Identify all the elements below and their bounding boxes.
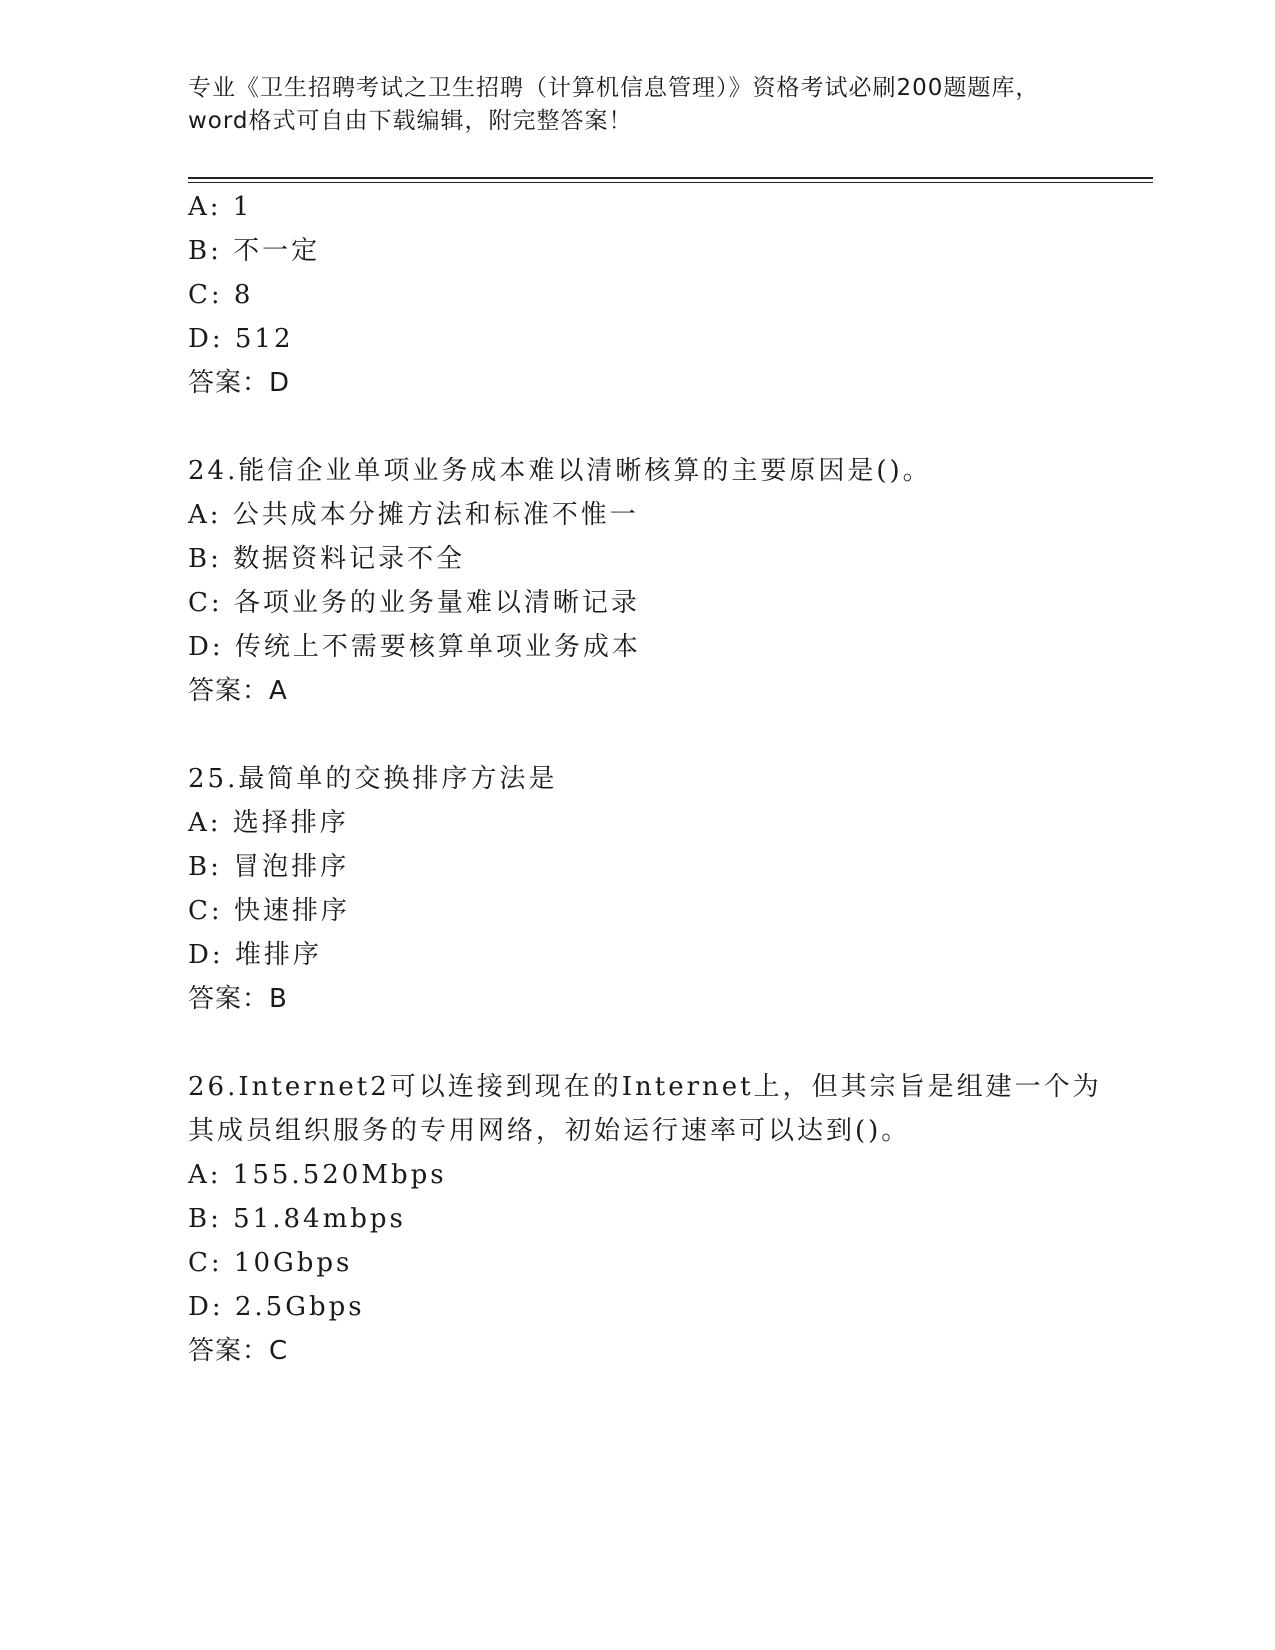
question-text: 24.能信企业单项业务成本难以清晰核算的主要原因是()。 — [188, 456, 932, 486]
option-d: D: 512 — [188, 324, 294, 354]
option-c: C: 各项业务的业务量难以清晰记录 — [188, 588, 640, 618]
option-b: B: 数据资料记录不全 — [188, 544, 466, 574]
option-d: D: 传统上不需要核算单项业务成本 — [188, 632, 641, 662]
question-text-line-2: 其成员组织服务的专用网络，初始运行速率可以达到()。 — [188, 1116, 911, 1146]
option-d: D: 堆排序 — [188, 940, 322, 970]
header-title-line-2: word格式可自由下载编辑，附完整答案！ — [188, 108, 633, 134]
option-b: B: 不一定 — [188, 236, 321, 266]
question-text-line-1: 26.Internet2可以连接到现在的Internet上，但其宗旨是组建一个为 — [188, 1072, 1102, 1102]
document-header — [188, 72, 1088, 138]
option-b: B: 51.84mbps — [188, 1204, 406, 1234]
question-text: 25.最简单的交换排序方法是 — [188, 764, 558, 794]
option-a: A: 公共成本分摊方法和标准不惟一 — [188, 500, 639, 530]
header-divider-thin — [188, 182, 1153, 183]
header-title-line-1: 专业《卫生招聘考试之卫生招聘（计算机信息管理）》资格考试必刷200题题库， — [188, 75, 1040, 101]
answer-label: 答案：C — [188, 1336, 289, 1366]
header-divider-thick — [188, 177, 1153, 179]
option-a: A: 选择排序 — [188, 808, 349, 838]
option-c: C: 快速排序 — [188, 896, 350, 926]
option-d: D: 2.5Gbps — [188, 1292, 365, 1322]
option-a: A: 1 — [188, 192, 253, 222]
option-b: B: 冒泡排序 — [188, 852, 350, 882]
answer-label: 答案：B — [188, 984, 288, 1014]
option-a: A: 155.520Mbps — [188, 1160, 447, 1190]
answer-label: 答案：A — [188, 676, 288, 706]
answer-label: 答案：D — [188, 368, 291, 398]
option-c: C: 10Gbps — [188, 1248, 353, 1278]
option-c: C: 8 — [188, 280, 254, 310]
